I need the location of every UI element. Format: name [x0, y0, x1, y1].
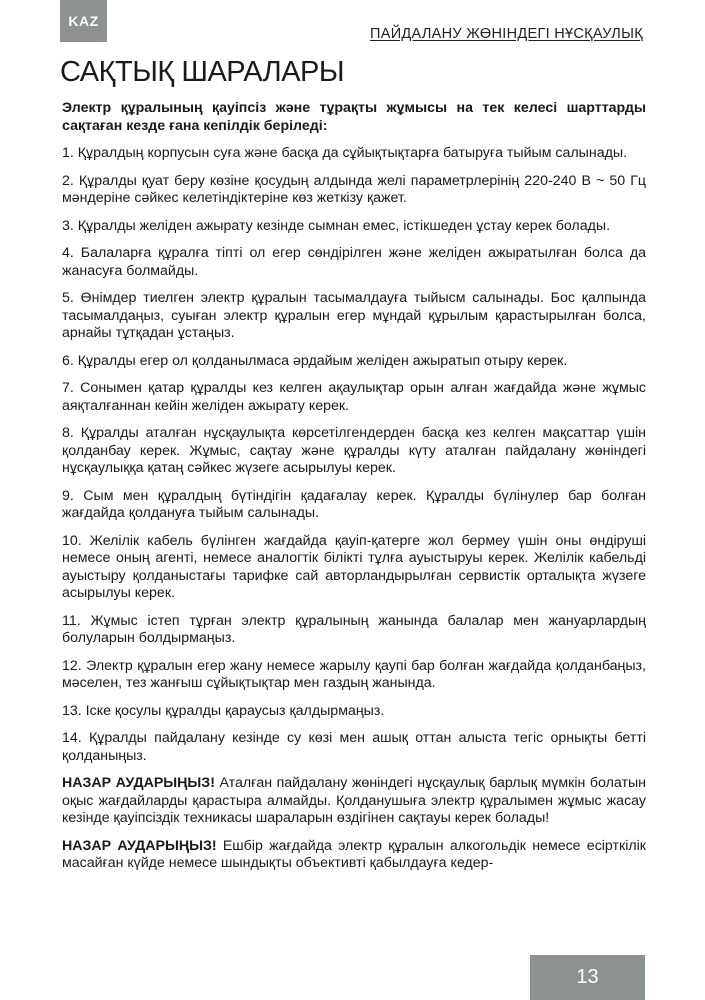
intro-paragraph: Электр құралының қауіпсіз және тұрақты жұмысы на тек келесі шарттарды сақтаған кезде ғана кепілдік беріледі: — [62, 100, 646, 134]
page-number: 13 — [530, 955, 645, 1000]
list-item: 13. Іске қосулы құралды қараусыз қалдырмаңыз. — [62, 702, 385, 719]
warning-paragraph — [62, 838, 646, 873]
list-item: 6. Құралды егер ол қолданылмаса әрдайым желіден ажыратып отыру керек. — [62, 352, 568, 369]
manual-title: ПАЙДАЛАНУ ЖӨНІНДЕГІ НҰСҚАУЛЫҚ — [370, 26, 643, 42]
list-item: 4. Балаларға құралға тіпті ол егер сөндірілген және желіден ажыратылған болса да жанасуға болмайды. — [62, 245, 646, 279]
list-item: 1. Құралдың корпусын суға және басқа да сұйықтықтарға батыруға тыйым салынады. — [62, 145, 628, 161]
list-item: 2. Құралды қуат беру көзіне қосудың алдында желі параметрлерінің 220-240 В ~ 50 Гц мәндеріне сәйкес келетіндіктеріне көз жеткізу қажет. — [62, 172, 646, 206]
warning-label: НАЗАР АУДАРЫҢЫЗ! — [62, 837, 217, 854]
list-item: 5. Өнімдер тиелген электр құралын тасымалдауға тыйысм салынады. Бос қалпында тасымалдаңыз, суыған электр құралын егер мұндай құрылым қарастырылған болса, арнайы тұтқадан ұстаңыз. — [62, 290, 646, 341]
section-title: САҚТЫҚ ШАРАЛАРЫ — [60, 56, 345, 88]
warning-paragraph — [62, 775, 646, 828]
language-tab: KAZ — [60, 0, 107, 42]
list-item: 10. Желілік кабель бүлінген жағдайда қауіп-қатерге жол бермеу үшін оны өндіруші немесе оның агенті, немесе аналогтік білікті тұлға ауыстыруы керек. Желілік кабельді ауыстыру қолданыстағы тарифке сай авторландырылған сервистік орталықта жүзеге асырылуы керек. — [62, 532, 646, 601]
list-item: 3. Құралды желіден ажырату кезінде сымнан емес, істікшеден ұстау керек болады. — [62, 217, 611, 234]
warning-text: Ешбір жағдайда электр құралын алкогольдік немесе есірткілік масайған күйде немесе шындықты объективті қабылдауға кедер- — [62, 837, 647, 871]
list-item: 11. Жұмыс істеп тұрған электр құралының жанында балалар мен жануарлардың болуларын болдырмаңыз. — [62, 612, 646, 646]
list-item: 9. Сым мен құралдың бүтіндігін қадағалау керек. Құралды бүлінулер бар болған жағдайда қолдануға тыйым салынады. — [62, 487, 646, 521]
list-item: 8. Құралды аталған нұсқаулықта көрсетілгендерден басқа кез келген мақсаттар үшін қолданбау керек. Жұмыс, сақтау және құралды күту аталған пайдалану жөніндегі нұсқаулыққа қатаң сәйкес жүзеге асырылуы керек. — [62, 425, 646, 476]
list-item: 7. Сонымен қатар құралды кез келген ақаулықтар орын алған жағдайда және жұмыс аяқталғаннан кейін желіден ажырату керек. — [62, 380, 646, 414]
content-body — [62, 100, 646, 883]
warning-text: Аталған пайдалану жөніндегі нұсқаулық барлық мүмкін болатын оқыс жағдайларды қарастыра алмайды. Қолданушыға электр құралымен жұмыс жасау кезінде қауіпсіздік техникасы шараларын өздігінен сақтауы керек болады! — [62, 775, 646, 826]
warning-label: НАЗАР АУДАРЫҢЫЗ! — [62, 775, 215, 791]
list-item: 14. Құралды пайдалану кезінде су көзі мен ашық оттан алыста тегіс орнықты бетті қолданыңыз. — [62, 730, 646, 764]
list-item: 12. Электр құралын егер жану немесе жарылу қаупі бар болған жағдайда қолданбаңыз, мәселен, тез жанғыш сұйықтықтар мен газдың жанында. — [62, 657, 646, 691]
